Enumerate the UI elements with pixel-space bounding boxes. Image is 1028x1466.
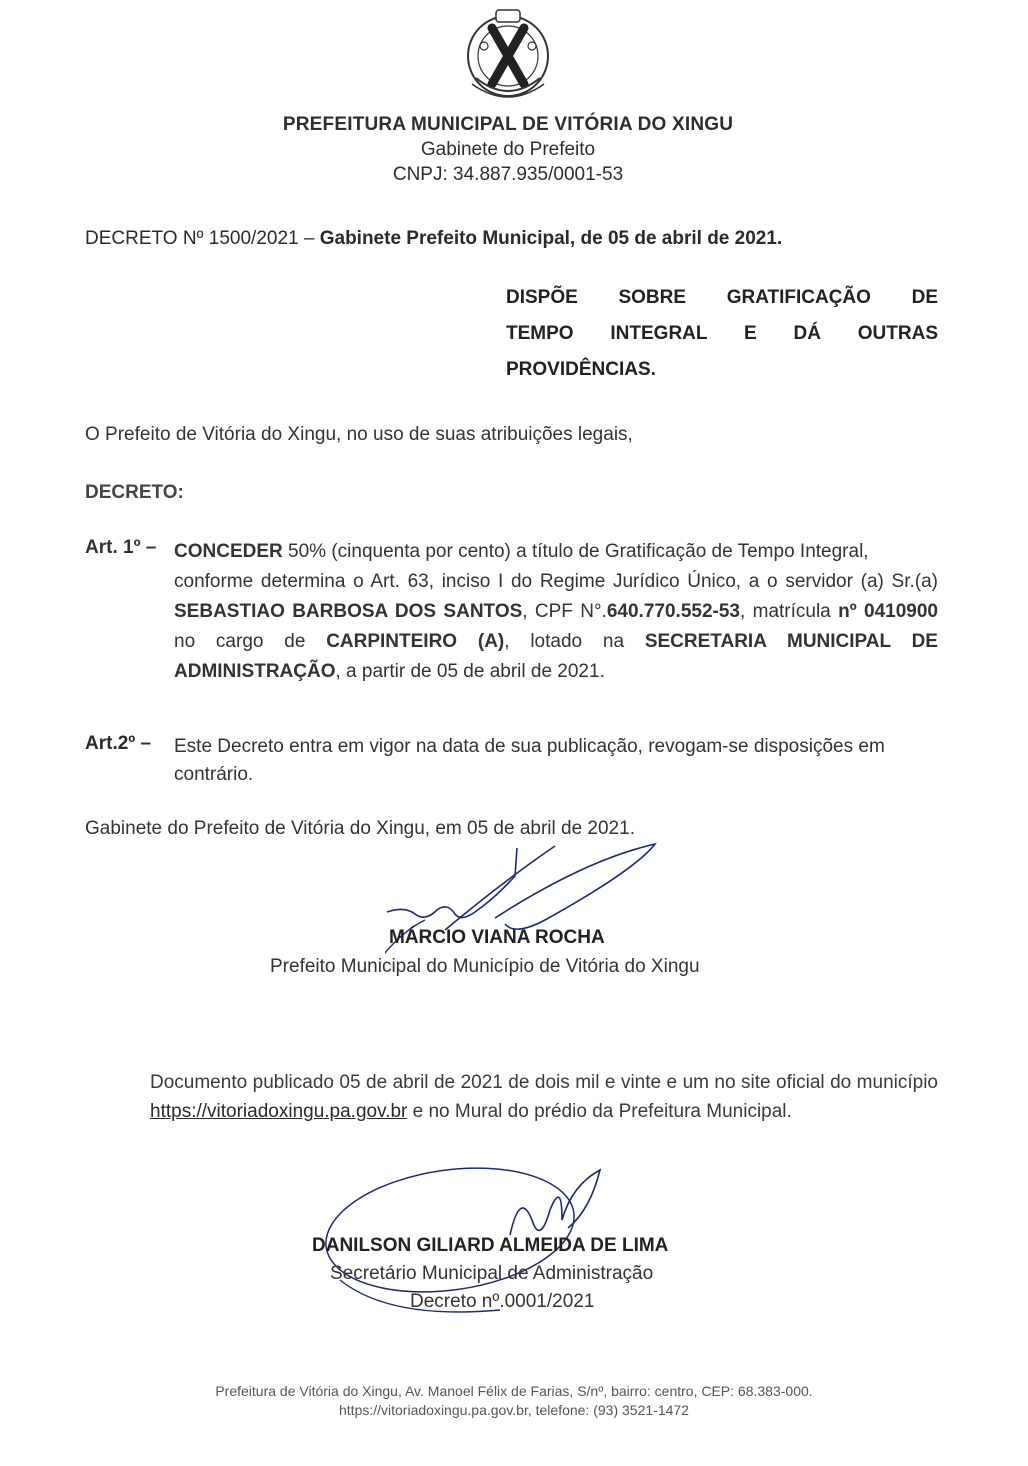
article-1-number: Art. 1º – (85, 537, 157, 558)
ementa-line-3: PROVIDÊNCIAS. (506, 359, 656, 380)
servant-name: SEBASTIAO BARBOSA DOS SANTOS (174, 601, 523, 622)
footer-address: Prefeitura de Vitória do Xingu, Av. Manoel Félix de Farias, S/nº, bairro: centro, CEP: 68.383-000. (215, 1383, 813, 1399)
servant-cpf: 640.770.552-53 (606, 601, 740, 622)
decree-ementa (506, 280, 938, 388)
footer-contact: https://vitoriadoxingu.pa.gov.br, telefone: (93) 3521-1472 (339, 1402, 689, 1418)
mayor-role: Prefeito Municipal do Município de Vitória do Xingu (270, 956, 700, 977)
article-1-part-5: , lotado na (504, 631, 625, 652)
header-cnpj: CNPJ: 34.887.935/0001-53 (392, 164, 624, 185)
article-1-part-2: , CPF N°. (522, 601, 607, 622)
decree-heading (85, 228, 782, 250)
article-2-label (85, 733, 151, 755)
municipal-crest-logo (458, 6, 558, 102)
article-1-part-6: , a partir de 05 de abril de 2021. (335, 661, 605, 682)
article-2-text: Este Decreto entra em vigor na data de sua publicação, revogam-se disposições em contrário. (174, 736, 885, 785)
decreto-label: DECRETO: (85, 482, 184, 503)
publication-link[interactable]: https://vitoriadoxingu.pa.gov.br (150, 1101, 408, 1122)
decree-heading-rest: Gabinete Prefeito Municipal, de 05 de abril de 2021. (319, 228, 783, 249)
article-1-label (85, 537, 156, 559)
publication-note (150, 1068, 938, 1126)
header-title: PREFEITURA MUNICIPAL DE VITÓRIA DO XINGU (282, 114, 734, 135)
mayor-name: MÁRCIO VIANA ROCHA (389, 927, 605, 948)
article-1-body (174, 567, 938, 687)
decree-number: DECRETO Nº 1500/2021 – (85, 228, 315, 249)
secretary-role: Secretário Municipal de Administração (330, 1263, 654, 1284)
article-1-part-3: , matrícula (739, 601, 831, 622)
article-1-first-line (174, 537, 938, 567)
intro-paragraph: O Prefeito de Vitória do Xingu, no uso de suas atribuições legais, (85, 424, 633, 445)
publication-text: Documento publicado 05 de abril de 2021 de dois mil e vinte e um no site oficial do município (150, 1072, 938, 1093)
publication-text-after: e no Mural do prédio da Prefeitura Municipal. (412, 1101, 792, 1122)
article-1-verb: CONCEDER (174, 541, 283, 562)
servant-position: CARPINTEIRO (A) (326, 631, 505, 652)
article-2-number: Art.2º – (85, 733, 152, 754)
ementa-line-2: TEMPO INTEGRAL E DÁ OUTRAS (506, 323, 938, 344)
secretary-appointment-decree: Decreto nº.0001/2021 (410, 1291, 595, 1312)
article-1-part-4: no cargo de (174, 631, 306, 652)
header-subtitle: Gabinete do Prefeito (420, 139, 596, 160)
servant-registration: nº 0410900 (838, 601, 938, 622)
article-1-part-1: conforme determina o Art. 63, inciso I do Regime Jurídico Único, a o servidor (a) Sr.(a) (174, 571, 938, 592)
closing-line: Gabinete do Prefeito de Vitória do Xingu, em 05 de abril de 2021. (85, 818, 635, 839)
article-1-first-line-text: 50% (cinquenta por cento) a título de Gratificação de Tempo Integral, (288, 541, 869, 562)
servant-department: SECRETARIA MUNICIPAL DE ADMINISTRAÇÃO (174, 631, 938, 682)
ementa-line-1: DISPÕE SOBRE GRATIFICAÇÃO DE (506, 287, 938, 308)
secretary-name: DANILSON GILIARD ALMEIDA DE LIMA (312, 1235, 669, 1256)
